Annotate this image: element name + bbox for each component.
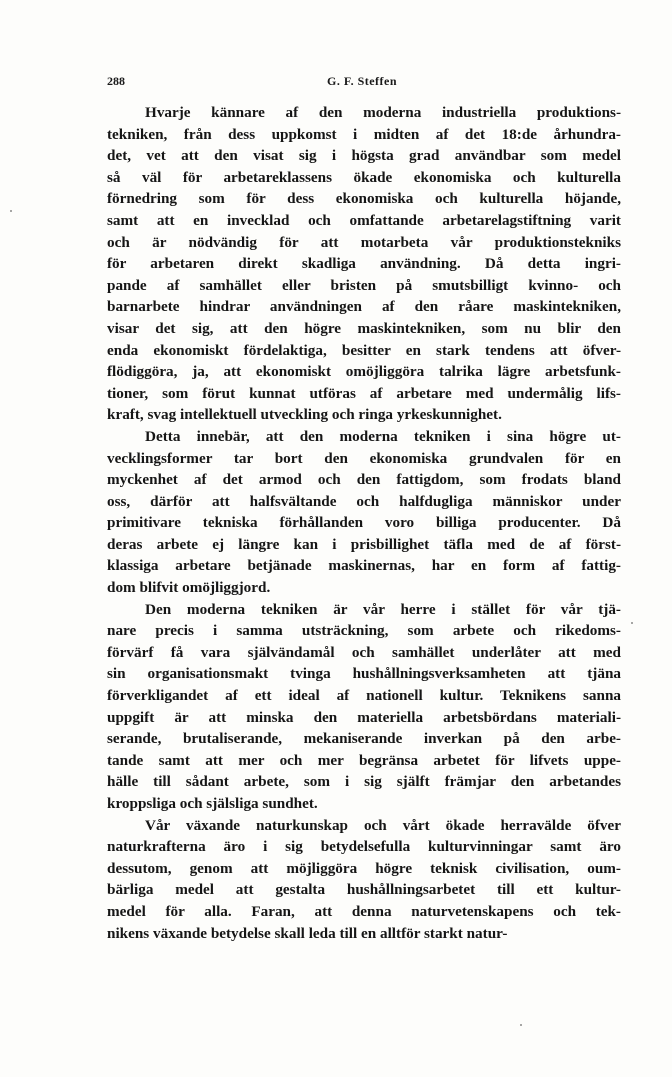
text-line: bärliga medel att gestalta hushållningsarbetet till ett kultur-	[107, 881, 621, 899]
running-head-author: G. F. Steffen	[327, 74, 398, 88]
text-line: Detta innebär, att den moderna tekniken i sina högre ut-	[145, 427, 621, 445]
text-line: det, vet att den visat sig i högsta grad användbar som medel	[107, 147, 621, 165]
text-line: dessutom, genom att möjliggöra högre teknisk civilisation, oum-	[107, 859, 621, 877]
text-line: medel för alla. Faran, att denna naturvetenskapens och tek-	[107, 902, 621, 920]
scan-speck	[10, 210, 12, 212]
text-line: Den moderna tekniken är vår herre i stället för vår tjä-	[145, 600, 621, 618]
text-line: tioner, som förut kunnat utföras af arbetare med undermålig lifs-	[107, 384, 621, 402]
paragraph	[107, 102, 621, 426]
text-line: hälle till sådant arbete, som i sig själft främjar den arbetandes	[107, 773, 621, 791]
text-line: pande af samhället eller bristen på smutsbilligt kvinno- och	[107, 276, 621, 294]
paragraph	[107, 426, 621, 599]
text-line: förvärf få vara självändamål och samhället underlåter att med	[107, 643, 621, 661]
text-line: sin organisationsmakt tvinga hushållningsverksamheten att tjäna	[107, 665, 621, 683]
text-line: naturkrafterna äro i sig betydelsefulla kulturvinningar samt äro	[107, 838, 621, 856]
text-line: tande samt att mer och mer begränsa arbetet för lifvets uppe-	[107, 751, 621, 769]
text-line: så väl för arbetareklassens ökade ekonomiska och kulturella	[107, 168, 621, 186]
text-line: förverkligandet af ett ideal af nationell kultur. Teknikens sanna	[107, 687, 621, 705]
text-line: enda ekonomiskt fördelaktiga, besitter en stark tendens att öfver-	[107, 341, 621, 359]
text-line: oss, därför att halfsvältande och halfdugliga människor under	[107, 492, 621, 510]
text-line: visar det sig, att den högre maskintekniken, som nu blir den	[107, 319, 621, 337]
page-number: 288	[107, 74, 125, 88]
text-line: klassiga arbetare betjänade maskinernas, har en form af fattig-	[107, 557, 621, 575]
text-line: deras arbete ej längre kan i prisbillighet täfla med de af först-	[107, 535, 621, 553]
text-line: kroppsliga och själsliga sundhet.	[107, 795, 318, 812]
text-line: myckenhet af det armod och den fattigdom, som frodats bland	[107, 471, 621, 489]
page-header	[107, 74, 621, 96]
text-line: primitivare tekniska förhållanden voro billiga producenter. Då	[107, 514, 621, 532]
text-line: uppgift är att minska den materiella arbetsbördans materiali-	[107, 708, 621, 726]
text-line: nikens växande betydelse skall leda till en alltför starkt natur-	[107, 924, 508, 942]
text-line: för arbetaren direkt skadliga användning. Då detta ingri-	[107, 255, 621, 273]
text-line: nare precis i samma utsträckning, som arbete och rikedoms-	[107, 622, 621, 640]
text-line: vecklingsformer tar bort den ekonomiska grundvalen för en	[107, 449, 621, 467]
text-line: serande, brutaliserande, mekaniserande inverkan på den arbe-	[107, 730, 621, 748]
text-line: och är nödvändig för att motarbeta vår produktionstekniks	[107, 233, 621, 251]
text-line: förnedring som för dess ekonomiska och kulturella höjande,	[107, 190, 621, 208]
body-text	[107, 102, 621, 944]
text-line: tekniken, från dess uppkomst i midten af det 18:de århundra-	[107, 125, 621, 143]
text-line: Vår växande naturkunskap och vårt ökade herravälde öfver	[145, 816, 621, 834]
text-line: samt att en invecklad och omfattande arbetarelagstiftning varit	[107, 211, 621, 229]
scan-speck	[631, 622, 633, 624]
text-line: dom blifvit omöjliggjord.	[107, 579, 271, 597]
text-line: Hvarje kännare af den moderna industriella produktions-	[145, 104, 621, 121]
text-line: kraft, svag intellektuell utveckling och ringa yrkeskunnighet.	[107, 406, 502, 424]
paragraph	[107, 599, 621, 815]
paragraph	[107, 815, 621, 945]
text-line: flödiggöra, ja, att ekonomiskt omöjliggöra talrika lägre arbetsfunk-	[107, 363, 621, 381]
text-line: barnarbete hindrar användningen af den råare maskintekniken,	[107, 298, 621, 316]
scan-speck	[520, 1024, 522, 1026]
